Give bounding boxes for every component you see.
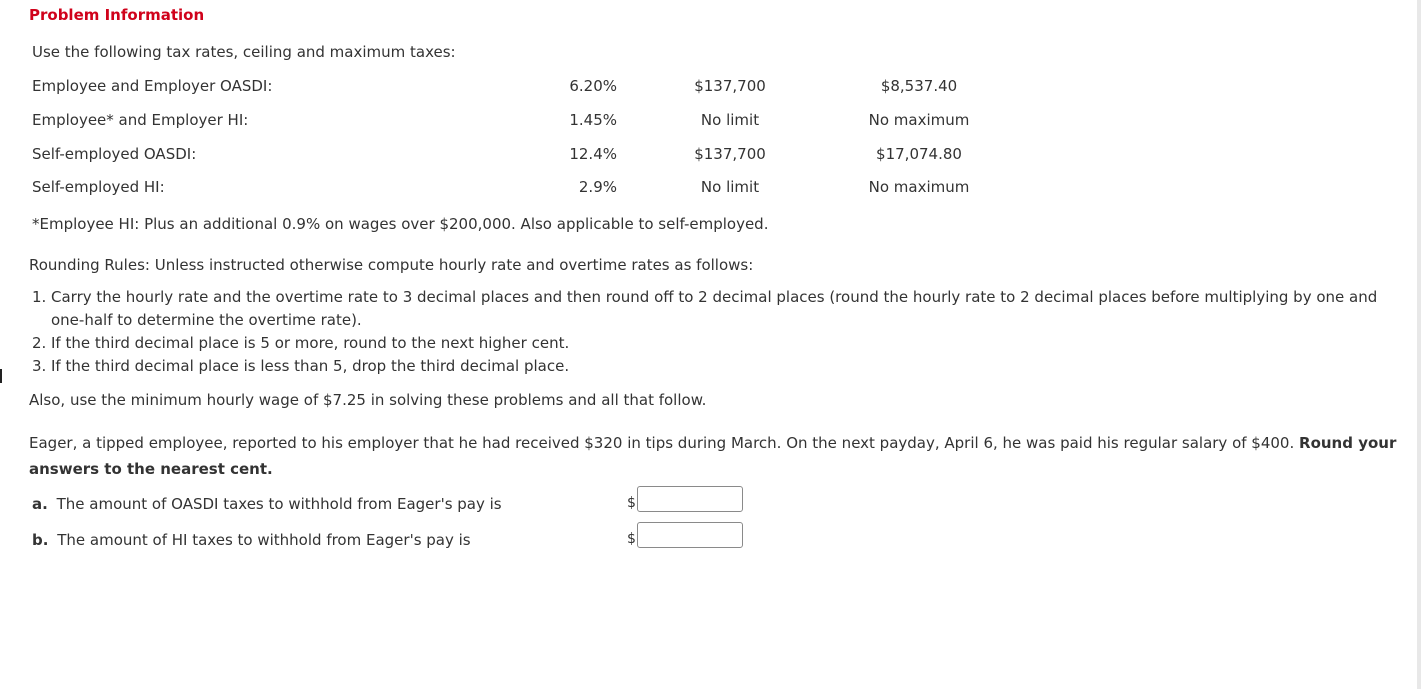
rate-value: 1.45%: [569, 111, 617, 129]
rate-label: Employee and Employer OASDI:: [32, 77, 273, 95]
question-b: [0, 531, 1421, 561]
max-value: No maximum: [868, 178, 970, 196]
rate-value: 2.9%: [578, 178, 617, 196]
rule-number: 1.: [32, 288, 47, 306]
minimum-wage-note: Also, use the minimum hourly wage of $7.25 in solving these problems and all that follow.: [29, 391, 707, 409]
rounding-rule: [32, 332, 1402, 355]
rule-text: If the third decimal place is 5 or more, round to the next higher cent.: [51, 334, 570, 352]
rate-row-employee-hi: [0, 111, 1421, 131]
rate-value: 6.20%: [569, 77, 617, 95]
rule-text: Carry the hourly rate and the overtime rate to 3 decimal places and then round off to 2 decimal places (round the hourly rate to 2 decimal places before multiplying by one and one-half to determine the overtime rate).: [51, 288, 1378, 329]
hi-footnote: *Employee HI: Plus an additional 0.9% on wages over $200,000. Also applicable to self-employed.: [32, 215, 769, 233]
rate-value: 12.4%: [569, 145, 617, 163]
rate-label: Self-employed OASDI:: [32, 145, 197, 163]
rate-row-employee-oasdi: [0, 77, 1421, 97]
rate-row-self-employed-oasdi: [0, 145, 1421, 165]
problem-information-heading: Problem Information: [29, 6, 205, 24]
dollar-sign: $: [627, 495, 636, 511]
scrollbar[interactable]: [1417, 0, 1421, 689]
left-edge-marker: [0, 369, 2, 383]
ceiling-value: No limit: [700, 178, 760, 196]
rate-label: Self-employed HI:: [32, 178, 165, 196]
question-letter: a.: [32, 495, 48, 513]
rate-label: Employee* and Employer HI:: [32, 111, 249, 129]
ceiling-value: $137,700: [694, 145, 766, 163]
question-label: [32, 531, 471, 549]
max-value: $8,537.40: [880, 77, 958, 95]
oasdi-answer-input[interactable]: [637, 486, 743, 512]
intro-text: Use the following tax rates, ceiling and maximum taxes:: [32, 43, 456, 61]
question-letter: b.: [32, 531, 49, 549]
rounding-rule: [32, 286, 1402, 332]
hi-answer-input[interactable]: [637, 522, 743, 548]
rule-text: If the third decimal place is less than 5, drop the third decimal place.: [51, 357, 570, 375]
max-value: No maximum: [868, 111, 970, 129]
question-text: The amount of OASDI taxes to withhold from Eager's pay is: [56, 495, 502, 513]
ceiling-value: $137,700: [694, 77, 766, 95]
question-label: [32, 495, 502, 513]
rule-number: 3.: [32, 357, 47, 375]
rate-row-self-employed-hi: [0, 178, 1421, 198]
problem-instruction: Round your answers to the nearest cent.: [29, 434, 1397, 478]
rounding-rule: [32, 355, 1402, 378]
max-value: $17,074.80: [876, 145, 962, 163]
question-a: [0, 495, 1421, 525]
problem-statement: [29, 430, 1409, 482]
rounding-rules-title: Rounding Rules: Unless instructed otherwise compute hourly rate and overtime rates as follows:: [29, 256, 754, 274]
rule-number: 2.: [32, 334, 47, 352]
dollar-sign: $: [627, 531, 636, 547]
question-text: The amount of HI taxes to withhold from Eager's pay is: [57, 531, 471, 549]
problem-text: Eager, a tipped employee, reported to his employer that he had received $320 in tips during March. On the next payday, April 6, he was paid his regular salary of $400.: [29, 434, 1300, 452]
rounding-rules-list: [32, 286, 1402, 378]
ceiling-value: No limit: [700, 111, 760, 129]
